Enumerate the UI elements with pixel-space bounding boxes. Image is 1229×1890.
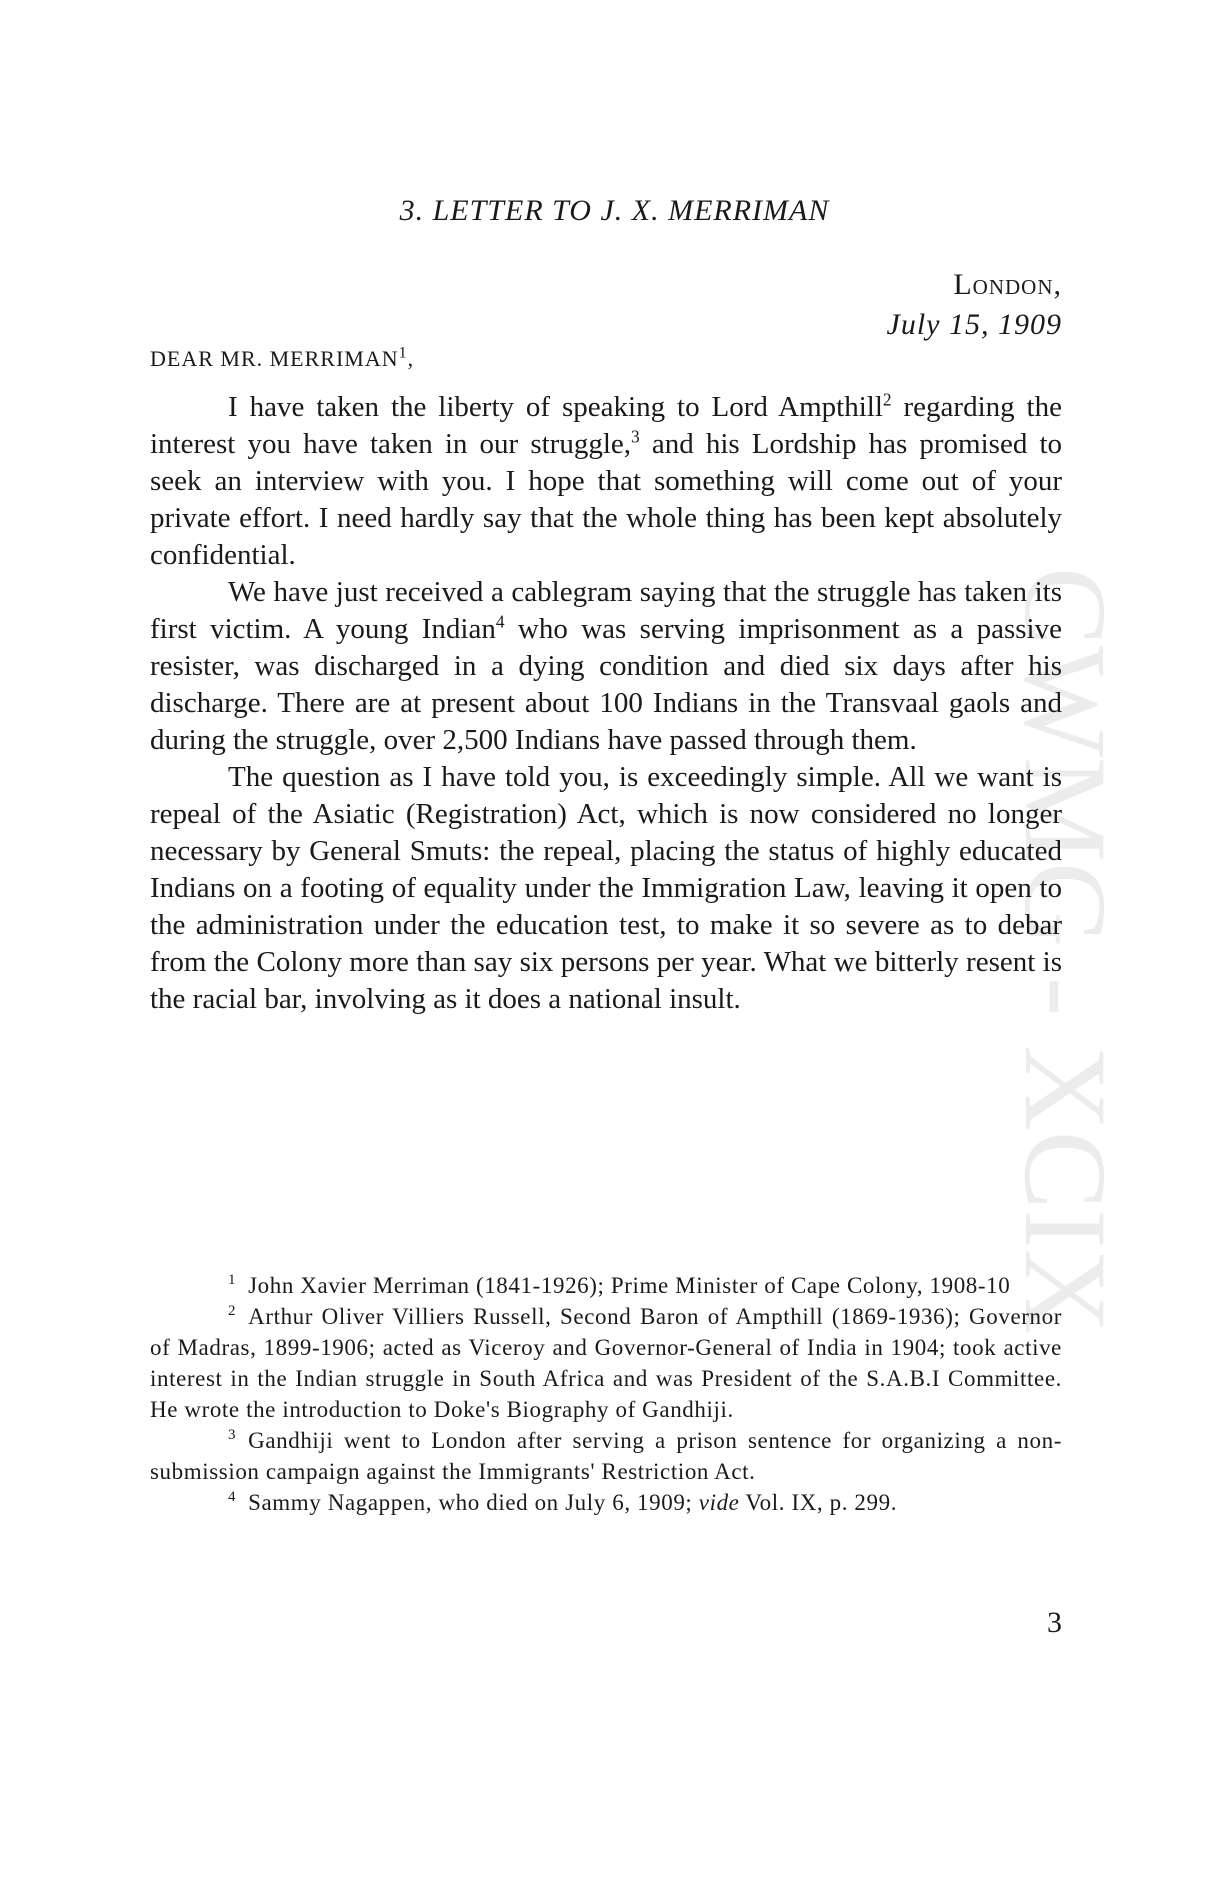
footnote-4-mark: 4 [228, 1489, 237, 1506]
paragraph-2-text-b: who was serving imprisonment as a passive resister, was discharged in a dying condition and died six days after his discharge. There are at present about 100 Indians in the Transvaal gaols and during the struggle, over 2,500 Indians have passed through them. [150, 613, 1062, 756]
footnote-ref-2: 2 [882, 389, 892, 410]
letter-place: London, [953, 268, 1062, 301]
footnote-2 [150, 1301, 1062, 1425]
page-number: 3 [1047, 1606, 1062, 1639]
salutation [150, 346, 414, 372]
salutation-comma: , [407, 346, 415, 371]
footnote-2-text: Arthur Oliver Villiers Russell, Second Baron of Ampthill (1869-1936); Governor of Madras, 1899-1906; acted as Viceroy and Governor-General of India in 1904; took active interest in the Indian struggle in South Africa and was President of the S.A.B.I Committee. He wrote the introduction to Doke's Biography of Gandhiji. [150, 1304, 1062, 1422]
paragraph-1-text-a: I have taken the liberty of speaking to Lord Ampthill [228, 391, 883, 423]
footnote-1-mark: 1 [228, 1272, 237, 1289]
footnote-2-mark: 2 [228, 1303, 237, 1320]
watermark: CWMG - XCIX [1000, 566, 1131, 1334]
footnotes [150, 1270, 1062, 1518]
footnote-3-text: Gandhiji went to London after serving a prison sentence for organizing a non-submission campaign against the Immigrants' Restriction Act. [150, 1428, 1062, 1484]
letter-date: July 15, 1909 [886, 308, 1062, 341]
footnote-3 [150, 1425, 1062, 1487]
salutation-text: DEAR MR. MERRIMAN [150, 346, 399, 371]
letter-body [150, 389, 1062, 1018]
paragraph-1-text-c: and his Lordship has promised to seek an interview with you. I hope that something will come out of your private effort. I need hardly say that the whole thing has been kept absolutely confidential. [150, 428, 1063, 571]
footnote-ref-1: 1 [398, 344, 408, 362]
paragraph-2-text-a: We have just received a cablegram saying that the struggle has taken its first victim. A young Indian [150, 576, 1062, 645]
paragraph-1 [150, 389, 1062, 574]
paragraph-3: The question as I have told you, is exceedingly simple. All we want is repeal of the Asiatic (Registration) Act, which is now considered no longer necessary by General Smuts: the repeal, placing the status of highly educated Indians on a footing of equality under the Immigration Law, leaving it open to the administration under the education test, to make it so severe as to debar from the Colony more than say six persons per year. What we bitterly resent is the racial bar, involving as it does a national insult. [150, 761, 1062, 1015]
footnote-4 [150, 1487, 1062, 1518]
footnote-ref-4: 4 [495, 611, 505, 632]
paragraph-1-text-b: regarding the interest you have taken in our struggle, [150, 391, 1062, 460]
letter-title: 3. LETTER TO J. X. MERRIMAN [399, 194, 830, 227]
footnote-3-mark: 3 [228, 1427, 237, 1444]
footnote-1 [150, 1270, 1062, 1301]
paragraph-2 [150, 574, 1062, 759]
footnote-1-text: John Xavier Merriman (1841-1926); Prime Minister of Cape Colony, 1908-10 [248, 1273, 1011, 1298]
footnote-ref-3: 3 [631, 426, 640, 447]
footnote-4-vide: vide [698, 1490, 740, 1515]
footnote-4-text-b: Vol. IX, p. 299. [739, 1490, 898, 1515]
footnote-4-text-a: Sammy Nagappen, who died on July 6, 1909; [248, 1490, 699, 1515]
